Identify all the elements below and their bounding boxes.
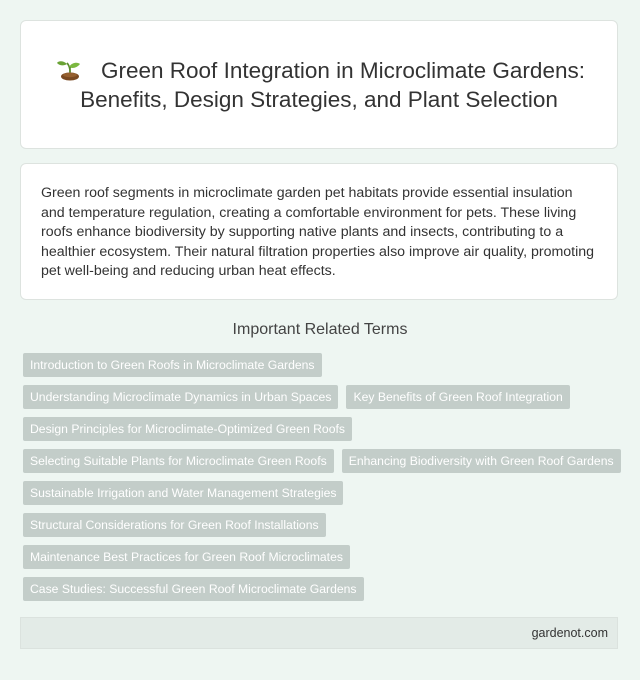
page-title <box>51 56 587 114</box>
related-term-tag[interactable]: Introduction to Green Roofs in Microclimate Gardens <box>23 353 322 377</box>
seedling-icon <box>53 59 87 81</box>
page-title-text: Green Roof Integration in Microclimate Gardens: Benefits, Design Strategies, and Plant Selection <box>80 57 585 112</box>
title-card <box>20 20 618 149</box>
summary-card <box>20 163 618 300</box>
related-terms-list <box>23 353 623 601</box>
related-term-tag[interactable]: Case Studies: Successful Green Roof Microclimate Gardens <box>23 577 364 601</box>
related-term-tag[interactable]: Enhancing Biodiversity with Green Roof Gardens <box>342 449 621 473</box>
related-term-tag[interactable]: Design Principles for Microclimate-Optimized Green Roofs <box>23 417 352 441</box>
related-terms-heading: Important Related Terms <box>232 321 408 338</box>
related-term-tag[interactable]: Key Benefits of Green Roof Integration <box>346 385 569 409</box>
summary-text: Green roof segments in microclimate garden pet habitats provide essential insulation and temperature regulation, creating a comfortable environment for pets. These living roofs enhance biodiversity by supporting native plants and insects, contributing to a healthier ecosystem. Their natural filtration properties also improve air quality, promoting pet well-being and reducing urban heat effects. <box>41 185 595 279</box>
related-term-tag[interactable]: Understanding Microclimate Dynamics in Urban Spaces <box>23 385 338 409</box>
footer <box>20 617 618 649</box>
footer-site-name: gardenot.com <box>531 626 608 640</box>
related-term-tag[interactable]: Selecting Suitable Plants for Microclimate Green Roofs <box>23 449 334 473</box>
related-term-tag[interactable]: Sustainable Irrigation and Water Management Strategies <box>23 481 343 505</box>
related-term-tag[interactable]: Maintenance Best Practices for Green Roof Microclimates <box>23 545 350 569</box>
related-term-tag[interactable]: Structural Considerations for Green Roof Installations <box>23 513 326 537</box>
